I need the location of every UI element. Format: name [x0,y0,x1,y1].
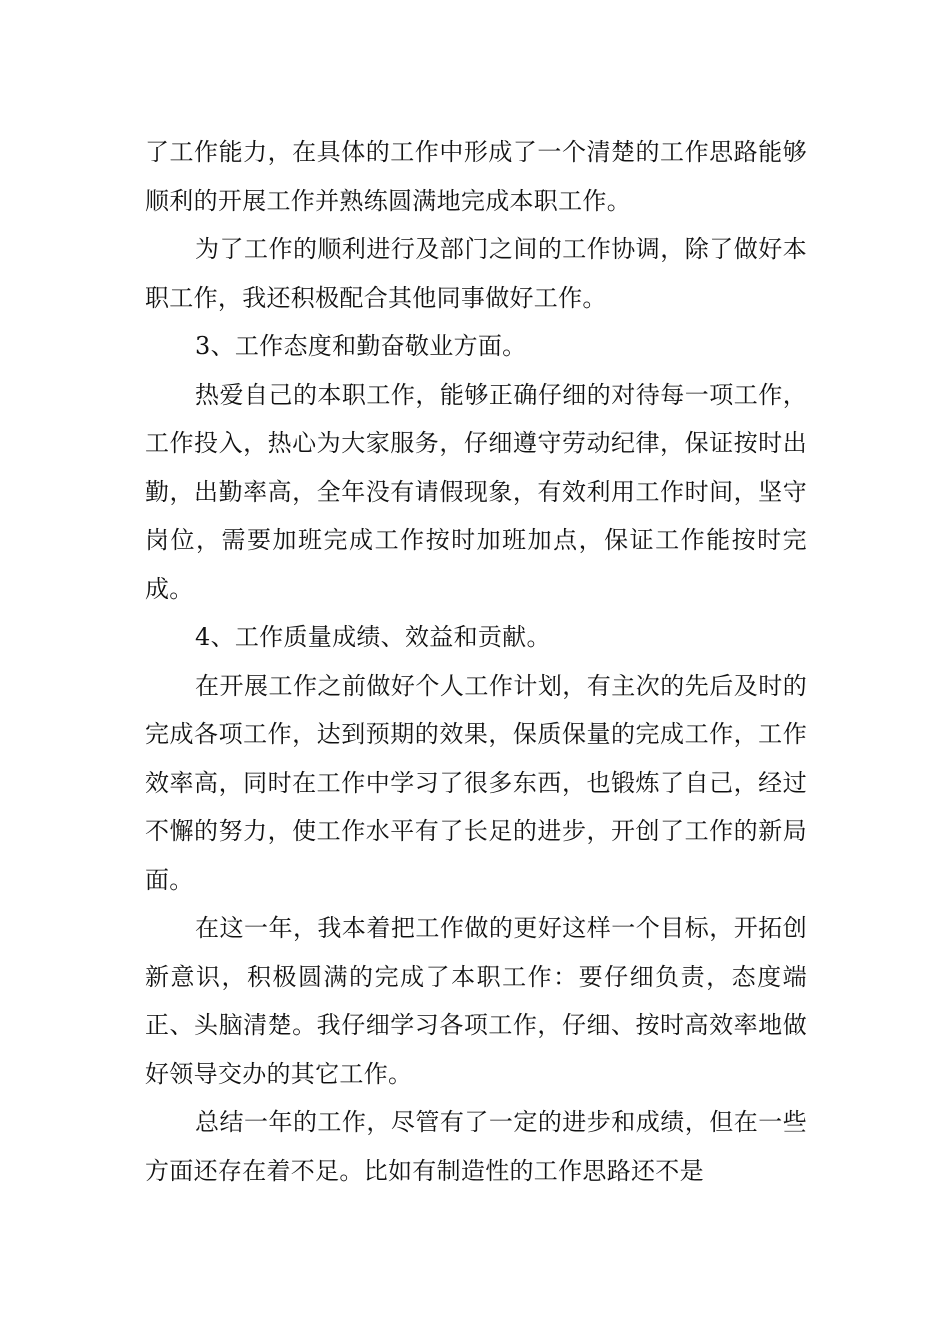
document-body [145,128,807,1195]
paragraph-8: 总结一年的工作，尽管有了一定的进步和成绩，但在一些方面还存在着不足。比如有制造性的工作思路还不是 [145,1108,807,1185]
paragraph-7: 在这一年，我本着把工作做的更好这样一个目标，开拓创新意识，积极圆满的完成了本职工作：要仔细负责，态度端正、头脑清楚。我仔细学习各项工作，仔细、按时高效率地做好领导交办的其它工作。 [145,914,807,1088]
paragraph-4: 热爱自己的本职工作，能够正确仔细的对待每一项工作，工作投入，热心为大家服务，仔细遵守劳动纪律，保证按时出勤，出勤率高，全年没有请假现象，有效利用工作时间，坚守岗位，需要加班完成工作按时加班加点，保证工作能按时完成。 [145,380,807,603]
paragraph-2: 为了工作的顺利进行及部门之间的工作协调，除了做好本职工作，我还积极配合其他同事做好工作。 [145,235,807,312]
section-heading-4: 4、工作质量成绩、效益和贡献。 [195,623,551,651]
paragraph-1: 了工作能力，在具体的工作中形成了一个清楚的工作思路能够顺利的开展工作并熟练圆满地完成本职工作。 [145,138,807,215]
section-heading-3: 3、工作态度和勤奋敬业方面。 [195,332,527,360]
paragraph-6: 在开展工作之前做好个人工作计划，有主次的先后及时的完成各项工作，达到预期的效果，保质保量的完成工作，工作效率高，同时在工作中学习了很多东西，也锻炼了自己，经过不懈的努力，使工作水平有了长足的进步，开创了工作的新局面。 [145,671,807,894]
